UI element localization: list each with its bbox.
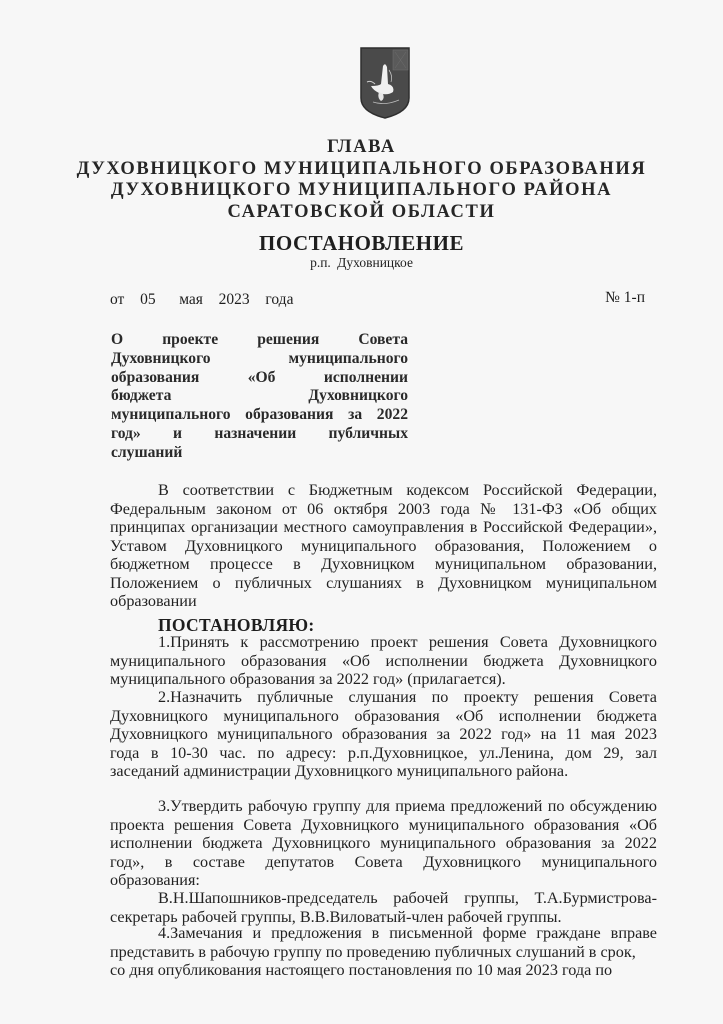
subject-line: образования «Об исполнении (111, 368, 408, 386)
document-subject (111, 331, 408, 463)
text-line: Федеральным законом от 06 октября 2003 года № 131-ФЗ «Об общих (110, 499, 657, 518)
text-line: Положением о публичных слушаниях в Духовницком муниципальном (110, 573, 657, 592)
document-number: № 1-п (605, 289, 645, 306)
header-line: ДУХОВНИЦКОГО МУНИЦИПАЛЬНОГО ОБРАЗОВАНИЯ (76, 158, 647, 179)
decree-item-3 (110, 797, 657, 890)
document-place: р.п. Духовницкое (310, 255, 413, 270)
document-type-title: ПОСТАНОВЛЕНИЕ (259, 231, 464, 255)
text-line: принципах организации местного самоуправления в Российской Федерации», (110, 518, 657, 536)
text-line: исполнении бюджета Духовницкого муниципального образования за 2022 (110, 834, 657, 852)
text-line: Уставом Духовницкого муниципального образования, Положением о (110, 536, 657, 555)
text-line: Духовницкого муниципального образования за 2022 год» на 11 мая 2023 (110, 725, 657, 743)
text-line: 1.Принять к рассмотрению проект решения Совета Духовницкого (158, 633, 657, 651)
text-line: образовании (110, 592, 197, 610)
text-line: проекта решения Совета Духовницкого муниципального образования «Об (110, 815, 657, 834)
coat-of-arms-icon (359, 46, 411, 120)
subject-line: О проекте решения Совета (111, 331, 408, 348)
header-title: ГЛАВА (327, 137, 396, 157)
subject-line: Духовницкого муниципального (111, 349, 408, 367)
subject-line: слушаний (111, 443, 183, 461)
text-line: год», в составе депутатов Совета Духовницкого муниципального (110, 852, 657, 871)
issuer-header (0, 137, 723, 223)
decree-item-4 (110, 924, 657, 980)
header-line: ДУХОВНИЦКОГО МУНИЦИПАЛЬНОГО РАЙОНА (110, 180, 613, 200)
text-line: года в 10-30 час. по адресу: р.п.Духовницкое, ул.Ленина, дом 29, зал (110, 743, 657, 762)
decree-item-1 (110, 633, 657, 689)
header-line: САРАТОВСКОЙ ОБЛАСТИ (227, 201, 496, 222)
working-group-members (110, 889, 657, 926)
text-line: муниципального образования за 2022 год» (прилагается). (110, 670, 506, 688)
text-line: 3.Утвердить рабочую группу для приема предложений по обсуждению (158, 797, 657, 815)
text-line: со дня опубликования настоящего постановления по 10 мая 2023 года по (110, 961, 613, 979)
text-line: В.Н.Шапошников-председатель рабочей группы, Т.А.Бурмистрова- (158, 889, 657, 907)
subject-line: год» и назначении публичных (111, 424, 408, 442)
text-line: 2.Назначить публичные слушания по проекту решения Совета (158, 688, 657, 706)
document-date: от 05 мая 2023 года (110, 291, 294, 308)
text-line: В соответствии с Бюджетным кодексом Российской Федерации, (158, 481, 657, 499)
text-line: представить в рабочую группу по проведению публичных слушаний в срок, (110, 942, 636, 961)
text-line: секретарь рабочей группы, В.В.Виловатый-член рабочей группы. (110, 907, 562, 926)
subject-line: бюджета Духовницкого (111, 387, 408, 405)
text-line: Духовницкого муниципального образования «Об исполнении бюджета (110, 706, 657, 725)
text-line: заседаний администрации Духовницкого муниципального района. (110, 762, 569, 780)
text-line: образования: (110, 871, 200, 889)
text-line: муниципального образования «Об исполнении бюджета Духовницкого (110, 651, 657, 670)
decree-heading: ПОСТАНОВЛЯЮ: (158, 615, 315, 635)
decree-item-2 (110, 688, 657, 781)
text-line: бюджетном процессе в Духовницком муниципальном образовании, (110, 555, 657, 573)
preamble-paragraph (110, 481, 657, 611)
subject-line: муниципального образования за 2022 (111, 406, 408, 424)
text-line: 4.Замечания и предложения в письменной форме граждане вправе (158, 924, 657, 942)
